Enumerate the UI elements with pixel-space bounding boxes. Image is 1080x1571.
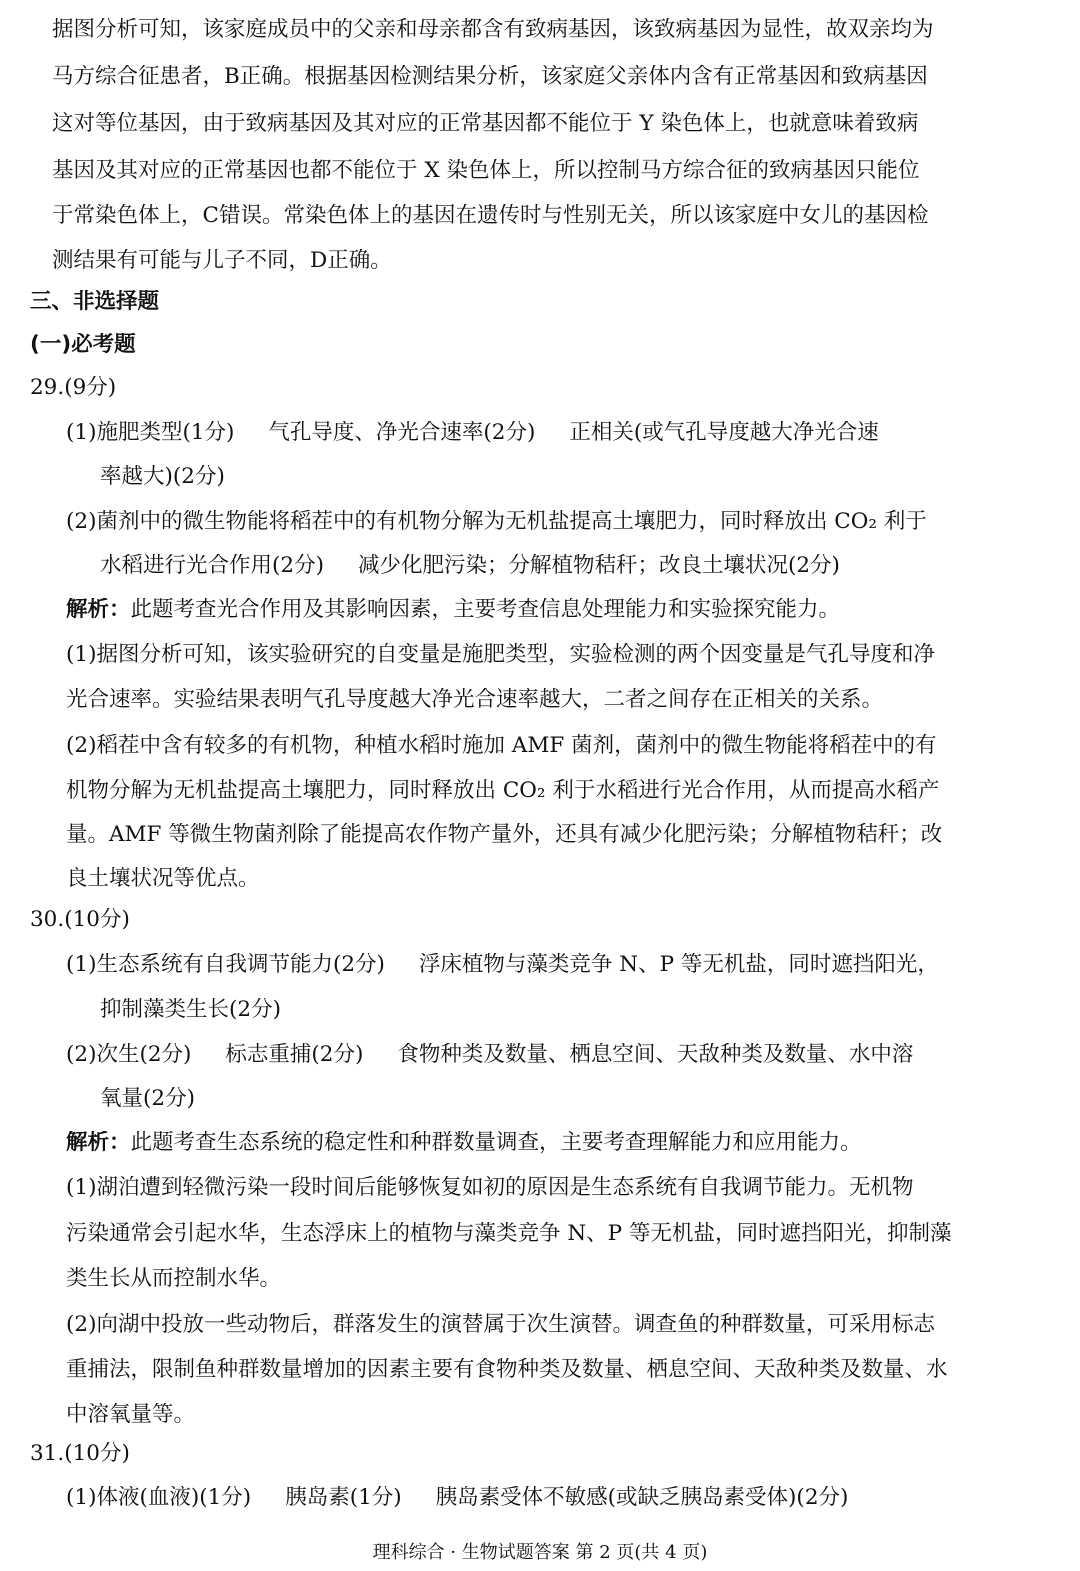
analysis-label: 解析： [66,598,131,622]
question-31-number: 31.(10分) [30,1442,130,1466]
page-footer: 理科综合 · 生物试题答案 第 2 页(共 4 页) [372,1542,708,1563]
text-line: 测结果有可能与儿子不同，D正确。 [52,249,392,273]
q30-answer-1-cont: 抑制藻类生长(2分) [100,998,281,1022]
q29-answer-1 [66,421,1052,445]
q30-answer-2 [66,1043,1052,1067]
q29-answer-2-line2 [100,554,1052,578]
q30-answer-2-part3: 食物种类及数量、栖息空间、天敌种类及数量、水中溶 [397,1043,914,1067]
q30-answer-2-part1: (2)次生(2分) [66,1043,192,1067]
q30-answer-1 [66,953,1052,977]
q31-answer-1-part1: (1)体液(血液)(1分) [66,1486,252,1510]
q30-analysis-line: (1)湖泊遭到轻微污染一段时间后能够恢复如初的原因是生态系统有自我调节能力。无机物 [66,1176,914,1200]
subsection-title: (一)必考题 [30,333,136,357]
q29-analysis-line: 量。AMF 等微生物菌剂除了能提高农作物产量外，还具有减少化肥污染；分解植物秸秆；改 [66,823,943,847]
text-line: 据图分析可知，该家庭成员中的父亲和母亲都含有致病基因，该致病基因为显性，故双亲均为 [52,18,934,42]
q30-answer-1-part1: (1)生态系统有自我调节能力(2分) [66,953,385,977]
text-line: 马方综合征患者，B正确。根据基因检测结果分析，该家庭父亲体内含有正常基因和致病基因 [52,65,928,89]
q30-analysis-line: 中溶氧量等。 [66,1403,196,1427]
q30-analysis-line: 重捕法，限制鱼种群数量增加的因素主要有食物种类及数量、栖息空间、天敌种类及数量、水 [66,1358,948,1382]
text-line: 这对等位基因，由于致病基因及其对应的正常基因都不能位于 Y 染色体上，也就意味着致病 [52,112,919,136]
q29-answer-1-part1: (1)施肥类型(1分) [66,421,235,445]
q29-answer-2-line1: (2)菌剂中的微生物能将稻茬中的有机物分解为无机盐提高土壤肥力，同时释放出 CO₂ 利于 [66,510,927,534]
q29-answer-2-part1: 水稻进行光合作用(2分) [100,554,324,578]
q31-answer-1 [66,1486,1052,1510]
q29-analysis-line: 机物分解为无机盐提高土壤肥力，同时释放出 CO₂ 利于水稻进行光合作用，从而提高水稻产 [66,779,940,803]
q31-answer-1-part2: 胰岛素(1分) [285,1486,402,1510]
question-30-number: 30.(10分) [30,908,130,932]
section-title: 三、非选择题 [30,290,160,314]
q30-answer-2-part2: 标志重捕(2分) [225,1043,364,1067]
q29-analysis-line: (2)稻茬中含有较多的有机物，种植水稻时施加 AMF 菌剂，菌剂中的微生物能将稻茬中的有 [66,734,937,758]
question-29-number: 29.(9分) [30,376,117,400]
analysis-label: 解析： [66,1131,131,1155]
q29-analysis-line: 良土壤状况等优点。 [66,867,260,891]
q29-answer-1-cont: 率越大)(2分) [100,465,225,489]
analysis-intro-text: 此题考查生态系统的稳定性和种群数量调查，主要考查理解能力和应用能力。 [130,1131,862,1155]
q29-analysis-line: 光合速率。实验结果表明气孔导度越大净光合速率越大，二者之间存在正相关的关系。 [66,688,884,712]
q29-analysis-intro [66,598,1052,622]
q31-answer-1-part3: 胰岛素受体不敏感(或缺乏胰岛素受体)(2分) [435,1486,849,1510]
q29-answer-1-part2: 气孔导度、净光合速率(2分) [268,421,536,445]
q29-analysis-line: (1)据图分析可知，该实验研究的自变量是施肥类型，实验检测的两个因变量是气孔导度和净 [66,643,935,667]
q30-analysis-line: 污染通常会引起水华，生态浮床上的植物与藻类竞争 N、P 等无机盐，同时遮挡阳光，抑制藻 [66,1222,952,1246]
q29-answer-2-part2: 减少化肥污染；分解植物秸秆；改良土壤状况(2分) [357,554,840,578]
q30-analysis-line: (2)向湖中投放一些动物后，群落发生的演替属于次生演替。调查鱼的种群数量，可采用标志 [66,1313,935,1337]
q30-answer-2-cont: 氧量(2分) [100,1087,195,1111]
text-line: 基因及其对应的正常基因也都不能位于 X 染色体上，所以控制马方综合征的致病基因只能位 [52,159,920,183]
text-line: 于常染色体上，C错误。常染色体上的基因在遗传时与性别无关，所以该家庭中女儿的基因检 [52,204,929,228]
q30-answer-1-part2: 浮床植物与藻类竞争 N、P 等无机盐，同时遮挡阳光， [418,953,939,977]
q29-answer-1-part3: 正相关(或气孔导度越大净光合速 [569,421,879,445]
q30-analysis-intro [66,1131,1052,1155]
analysis-intro-text: 此题考查光合作用及其影响因素，主要考查信息处理能力和实验探究能力。 [130,598,841,622]
q30-analysis-line: 类生长从而控制水华。 [66,1267,282,1291]
